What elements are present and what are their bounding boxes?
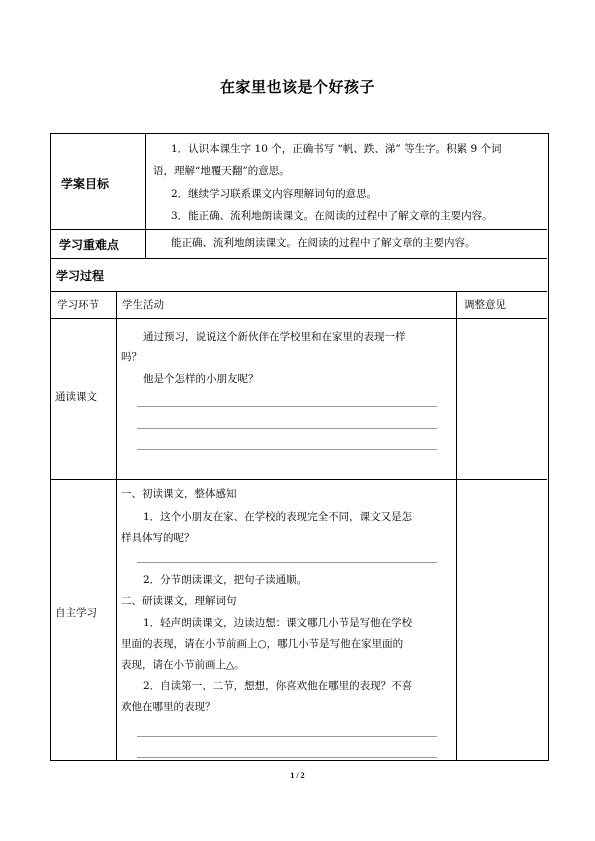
self-study-line: 欢他在哪里的表现？: [121, 701, 216, 713]
self-study-line: 一、初读课文，整体感知: [121, 488, 237, 500]
self-study-line: 样具体写的呢？: [121, 532, 195, 544]
row-divider: [51, 258, 547, 259]
row-divider: [51, 291, 547, 292]
reading-line: 吗？: [121, 351, 142, 363]
self-study-line: 1．这个小朋友在家、在学校的表现完全不同，课文又是怎: [143, 511, 413, 523]
row-divider: [51, 229, 547, 230]
objective-line: 2．继续学习联系课文内容理解词句的意思。: [171, 188, 378, 200]
answer-line: [137, 562, 437, 563]
self-study-line: 2．自读第一、二节，想想，你喜欢他在哪里的表现？不喜: [143, 680, 413, 692]
key-points-label: 学习重难点: [59, 238, 120, 252]
answer-line: [137, 449, 437, 450]
row-divider: [51, 318, 547, 319]
reading-line: 他是个怎样的小朋友呢？: [143, 373, 259, 385]
self-study-line: 2．分节朗读课文，把句子读通顺。: [143, 574, 308, 586]
answer-line: [137, 736, 437, 737]
header-stage: 学习环节: [57, 299, 99, 311]
header-activity: 学生活动: [122, 299, 164, 311]
answer-line: [137, 406, 437, 407]
answer-line: [137, 757, 437, 758]
key-points-text: 能正确、流利地朗读课文。在阅读的过程中了解文章的主要内容。: [171, 237, 476, 249]
col-divider: [456, 291, 457, 761]
header-adjustment: 调整意见: [464, 299, 506, 311]
process-label: 学习过程: [56, 269, 105, 283]
objective-line: 3．能正确、流利地朗读课文。在阅读的过程中了解文章的主要内容。: [171, 210, 493, 222]
col-divider: [116, 291, 117, 761]
self-study-line: 二、研读课文，理解词句: [121, 595, 237, 607]
objective-line: 1．认识本课生字 10 个，正确书写 “帆、跌、涕” 等生字。积累 9 个词: [171, 143, 502, 155]
row-divider: [51, 479, 547, 480]
reading-label: 通读课文: [55, 391, 97, 403]
self-study-line: 表现，请在小节前画上△。: [121, 659, 245, 671]
self-study-label: 自主学习: [55, 607, 97, 619]
answer-line: [137, 428, 437, 429]
objective-line: 语，理解“地覆天翻”的意思。: [153, 165, 290, 177]
reading-line: 通过预习，说说这个新伙伴在学校里和在家里的表现一样: [143, 331, 406, 343]
objectives-label: 学案目标: [61, 177, 110, 191]
self-study-line: 里面的表现，请在小节前画上○，哪几小节是写他在家里面的: [121, 638, 404, 650]
self-study-line: 1．轻声朗读课文，边读边想：课文哪几小节是写他在学校: [143, 617, 413, 629]
page-title: 在家里也该是个好孩子: [219, 78, 375, 96]
lesson-plan-table: [50, 133, 549, 761]
page-number: 1 / 2: [290, 771, 305, 780]
col-divider: [145, 134, 146, 258]
